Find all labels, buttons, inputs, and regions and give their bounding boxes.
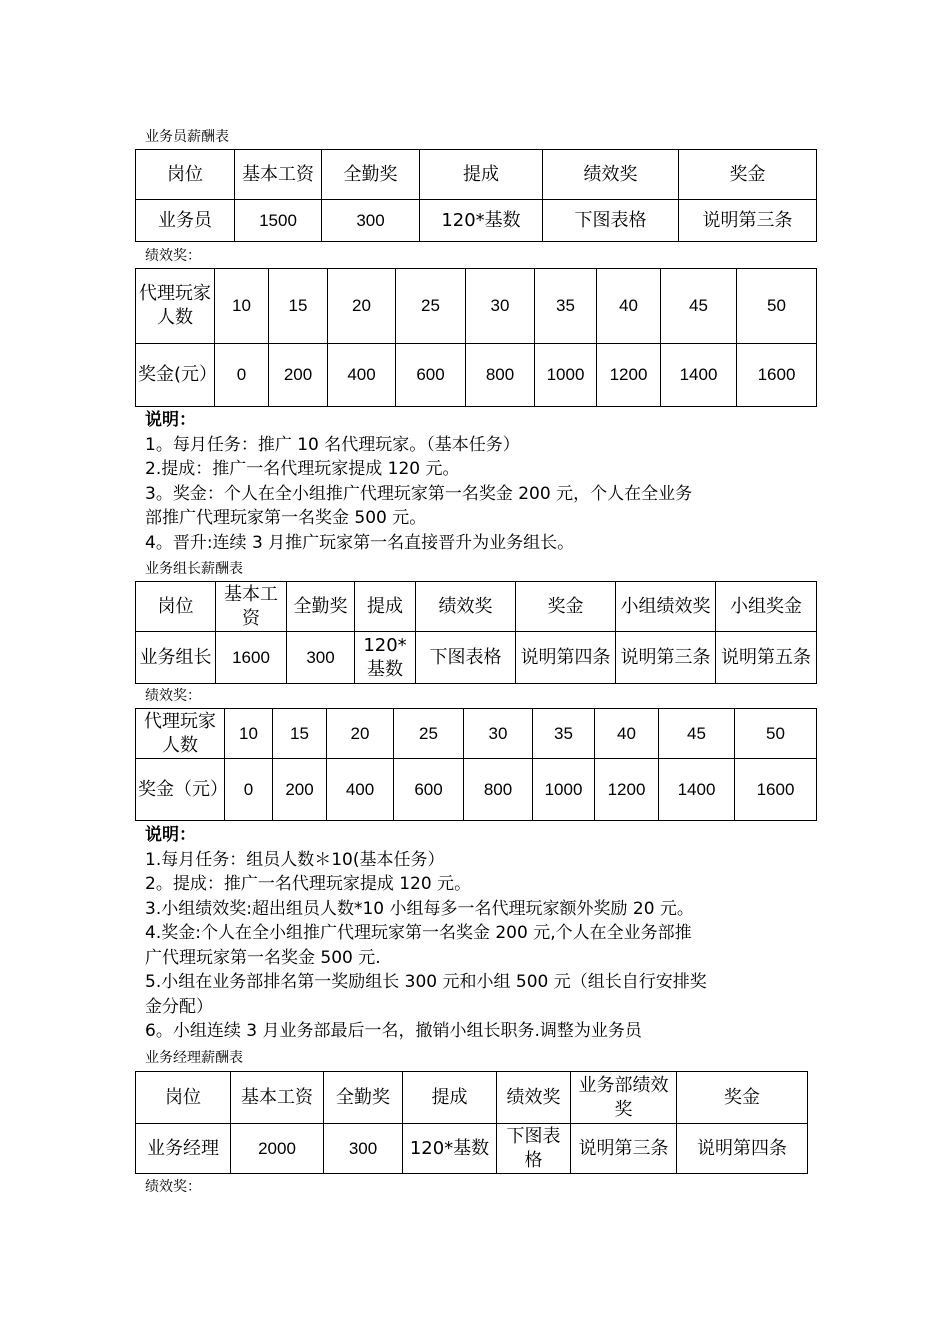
table-cell: 35 <box>533 709 595 759</box>
table-cell: 1400 <box>661 344 737 407</box>
table-cell: 50 <box>737 269 817 344</box>
table-caption-group-leader: 业务组长薪酬表 <box>145 561 243 577</box>
header-cell: 提成 <box>420 150 543 200</box>
table-cell: 10 <box>225 709 273 759</box>
notes-title: 说明： <box>145 410 196 430</box>
table-cell: 35 <box>535 269 597 344</box>
note-line: 4.奖金:个人在全小组推广代理玩家第一名奖金 200 元,个人在全业务部推 <box>145 923 692 943</box>
perf-caption: 绩效奖： <box>145 688 201 704</box>
table-cell: 25 <box>396 269 466 344</box>
table-cell: 400 <box>328 344 396 407</box>
table-cell: 下图表格 <box>416 632 516 684</box>
table-cell: 20 <box>327 709 394 759</box>
header-cell: 奖金 <box>679 150 817 200</box>
notes-salesperson <box>145 408 692 555</box>
table-cell: 说明第四条 <box>677 1124 808 1174</box>
header-cell: 绩效奖 <box>416 582 516 632</box>
table-cell: 1000 <box>533 759 595 821</box>
header-cell: 全勤奖 <box>287 582 355 632</box>
note-line: 3。奖金：个人在全小组推广代理玩家第一名奖金 200 元，个人在全业务 <box>145 483 693 504</box>
note-line: 2.提成：推广一名代理玩家提成 120 元。 <box>145 459 460 479</box>
note-line: 1。每月任务：推广 10 名代理玩家。（基本任务） <box>145 434 520 455</box>
row-label: 奖金（元） <box>136 759 225 821</box>
table-cell: 600 <box>396 344 466 407</box>
table-cell: 50 <box>735 709 817 759</box>
perf-caption: 绩效奖： <box>145 248 201 264</box>
table-cell: 1400 <box>659 759 735 821</box>
table-cell: 说明第四条 <box>516 632 616 684</box>
table-cell: 20 <box>328 269 396 344</box>
header-cell: 小组奖金 <box>716 582 817 632</box>
header-cell: 绩效奖 <box>543 150 679 200</box>
table-cell: 400 <box>327 759 394 821</box>
table-cell: 45 <box>659 709 735 759</box>
table-cell: 说明第三条 <box>679 200 817 242</box>
table-cell: 10 <box>215 269 269 344</box>
table-cell: 600 <box>394 759 464 821</box>
note-line: 金分配） <box>145 996 213 1017</box>
header-cell: 基本工资 <box>216 582 287 632</box>
table-cell: 下图表格 <box>543 200 679 242</box>
note-line: 4。晋升:连续 3 月推广玩家第一名直接晋升为业务组长。 <box>145 532 575 553</box>
note-line: 5.小组在业务部排名第一奖励组长 300 元和小组 500 元（组长自行安排奖 <box>145 972 707 992</box>
header-cell: 基本工资 <box>235 150 322 200</box>
row-label: 奖金(元） <box>136 344 215 407</box>
group-leader-salary-table <box>135 581 817 684</box>
table-cell: 300 <box>322 200 420 242</box>
table-cell: 1600 <box>737 344 817 407</box>
table-cell: 800 <box>464 759 533 821</box>
note-line: 3.小组绩效奖:超出组员人数*10 小组每多一名代理玩家额外奖励 20 元。 <box>145 898 694 919</box>
table-cell: 1500 <box>235 200 322 242</box>
group-leader-perf-table <box>135 708 817 821</box>
table-cell: 0 <box>215 344 269 407</box>
header-cell: 绩效奖 <box>497 1072 571 1124</box>
salesperson-perf-table <box>135 268 817 407</box>
table-cell: 40 <box>595 709 659 759</box>
header-cell: 提成 <box>355 582 416 632</box>
salesperson-salary-table <box>135 149 817 242</box>
perf-caption: 绩效奖： <box>145 1179 201 1195</box>
table-cell: 说明第五条 <box>716 632 817 684</box>
table-cell: 30 <box>464 709 533 759</box>
table-cell: 说明第三条 <box>571 1124 677 1174</box>
table-cell: 120*基数 <box>403 1124 497 1174</box>
header-cell: 岗位 <box>136 150 235 200</box>
table-cell: 下图表格 <box>497 1124 571 1174</box>
table-cell: 200 <box>269 344 328 407</box>
table-cell: 200 <box>273 759 327 821</box>
notes-title: 说明： <box>145 825 196 845</box>
table-cell: 0 <box>225 759 273 821</box>
header-cell: 奖金 <box>677 1072 808 1124</box>
table-cell: 1200 <box>595 759 659 821</box>
table-cell: 1000 <box>535 344 597 407</box>
table-cell: 说明第三条 <box>616 632 716 684</box>
table-cell: 120*基数 <box>420 200 543 242</box>
header-cell: 基本工资 <box>231 1072 324 1124</box>
table-caption-salesperson: 业务员薪酬表 <box>145 129 229 145</box>
notes-group-leader <box>145 823 707 1044</box>
note-line: 部推广代理玩家第一名奖金 500 元。 <box>145 508 427 528</box>
table-cell: 业务组长 <box>136 632 216 684</box>
table-cell: 15 <box>273 709 327 759</box>
note-line: 6。小组连续 3 月业务部最后一名，撤销小组长职务.调整为业务员 <box>145 1021 642 1041</box>
table-cell: 300 <box>287 632 355 684</box>
table-cell: 120*基数 <box>355 632 416 684</box>
note-line: 广代理玩家第一名奖金 500 元. <box>145 947 381 968</box>
header-cell: 岗位 <box>136 1072 231 1124</box>
header-cell: 全勤奖 <box>324 1072 403 1124</box>
table-cell: 1200 <box>597 344 661 407</box>
table-cell: 300 <box>324 1124 403 1174</box>
table-caption-manager: 业务经理薪酬表 <box>145 1050 243 1066</box>
table-cell: 40 <box>597 269 661 344</box>
manager-salary-table <box>135 1071 808 1174</box>
table-cell: 15 <box>269 269 328 344</box>
row-label: 代理玩家人数 <box>136 269 215 344</box>
header-cell: 全勤奖 <box>322 150 420 200</box>
header-cell: 奖金 <box>516 582 616 632</box>
table-cell: 业务员 <box>136 200 235 242</box>
table-cell: 25 <box>394 709 464 759</box>
table-cell: 业务经理 <box>136 1124 231 1174</box>
table-cell: 800 <box>466 344 535 407</box>
table-cell: 2000 <box>231 1124 324 1174</box>
header-cell: 业务部绩效奖 <box>571 1072 677 1124</box>
note-line: 1.每月任务：组员人数＊10(基本任务） <box>145 849 445 870</box>
header-cell: 提成 <box>403 1072 497 1124</box>
header-cell: 岗位 <box>136 582 216 632</box>
note-line: 2。提成：推广一名代理玩家提成 120 元。 <box>145 874 472 894</box>
table-cell: 30 <box>466 269 535 344</box>
table-cell: 1600 <box>216 632 287 684</box>
table-cell: 1600 <box>735 759 817 821</box>
row-label: 代理玩家人数 <box>136 709 225 759</box>
header-cell: 小组绩效奖 <box>616 582 716 632</box>
table-cell: 45 <box>661 269 737 344</box>
